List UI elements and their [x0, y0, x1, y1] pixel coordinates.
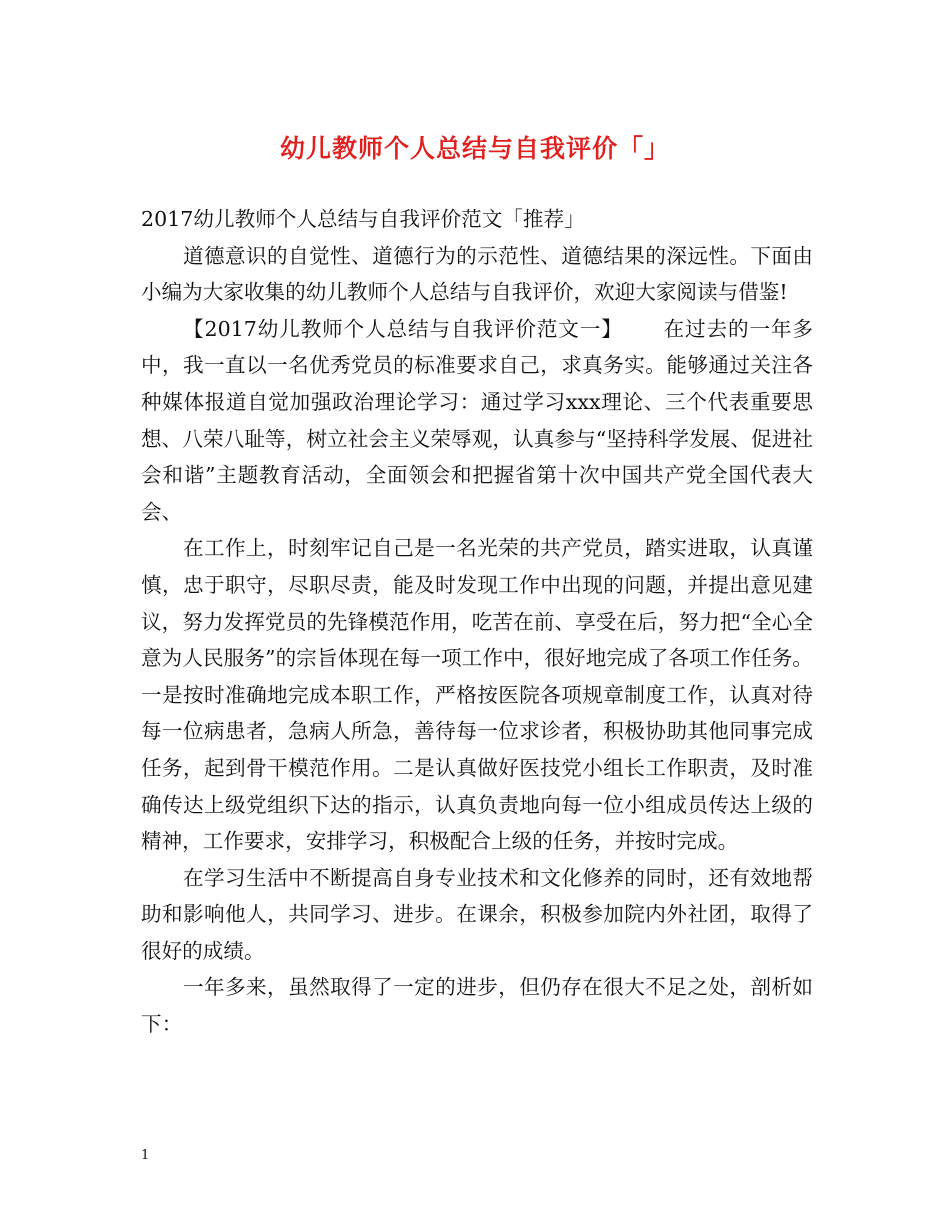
- subtitle-line: 2017幼儿教师个人总结与自我评价范文「推荐」: [141, 207, 585, 231]
- document-title: 幼儿教师个人总结与自我评价「」: [279, 134, 670, 163]
- paragraph-2: 在工作上，时刻牢记自己是一名光荣的共产党员，踏实进取，认真谨慎，忠于职守，尽职尽责，能及时发现工作中出现的问题，并提出意见建议，努力发挥党员的先锋模范作用，吃苦在前、享受在后，努力把“全心全意为人民服务”的宗旨体现在每一项工作中，很好地完成了各项工作任务。一是按时准确地完成本职工作，严格按医院各项规章制度工作，认真对待每一位病患者，急病人所急，善待每一位求诊者，积极协助其他同事完成任务，起到骨干模范作用。二是认真做好医技党小组长工作职责，及时准确传达上级党组织下达的指示，认真负责地向每一位小组成员传达上级的精神，工作要求，安排学习，积极配合上级的任务，并按时完成。: [141, 536, 813, 854]
- paragraph-1: 在过去的一年多中，我一直以一名优秀党员的标准要求自己，求真务实。能够通过关注各种媒体报道自觉加强政治理论学习：通过学习xxx理论、三个代表重要思想、八荣八耻等，树立社会主义荣辱观，认真参与“坚持科学发展、促进社会和谐”主题教育活动，全面领会和把握省第十次中国共产党全国代表大会、: [141, 316, 813, 524]
- section-heading: 【2017幼儿教师个人总结与自我评价范文一】: [183, 316, 623, 341]
- intro-paragraph: 道德意识的自觉性、道德行为的示范性、道德结果的深远性。下面由小编为大家收集的幼儿教师个人总结与自我评价，欢迎大家阅读与借鉴!: [141, 243, 813, 305]
- paragraph-4: 一年多来，虽然取得了一定的进步，但仍存在很大不足之处，剖析如下：: [141, 975, 813, 1037]
- page-number: 1: [141, 1148, 150, 1163]
- paragraph-3: 在学习生活中不断提高自身专业技术和文化修养的同时，还有效地帮助和影响他人，共同学习、进步。在课余，积极参加院内外社团，取得了很好的成绩。: [141, 865, 813, 963]
- document-body: [141, 201, 813, 1043]
- section-paragraph: [141, 311, 813, 531]
